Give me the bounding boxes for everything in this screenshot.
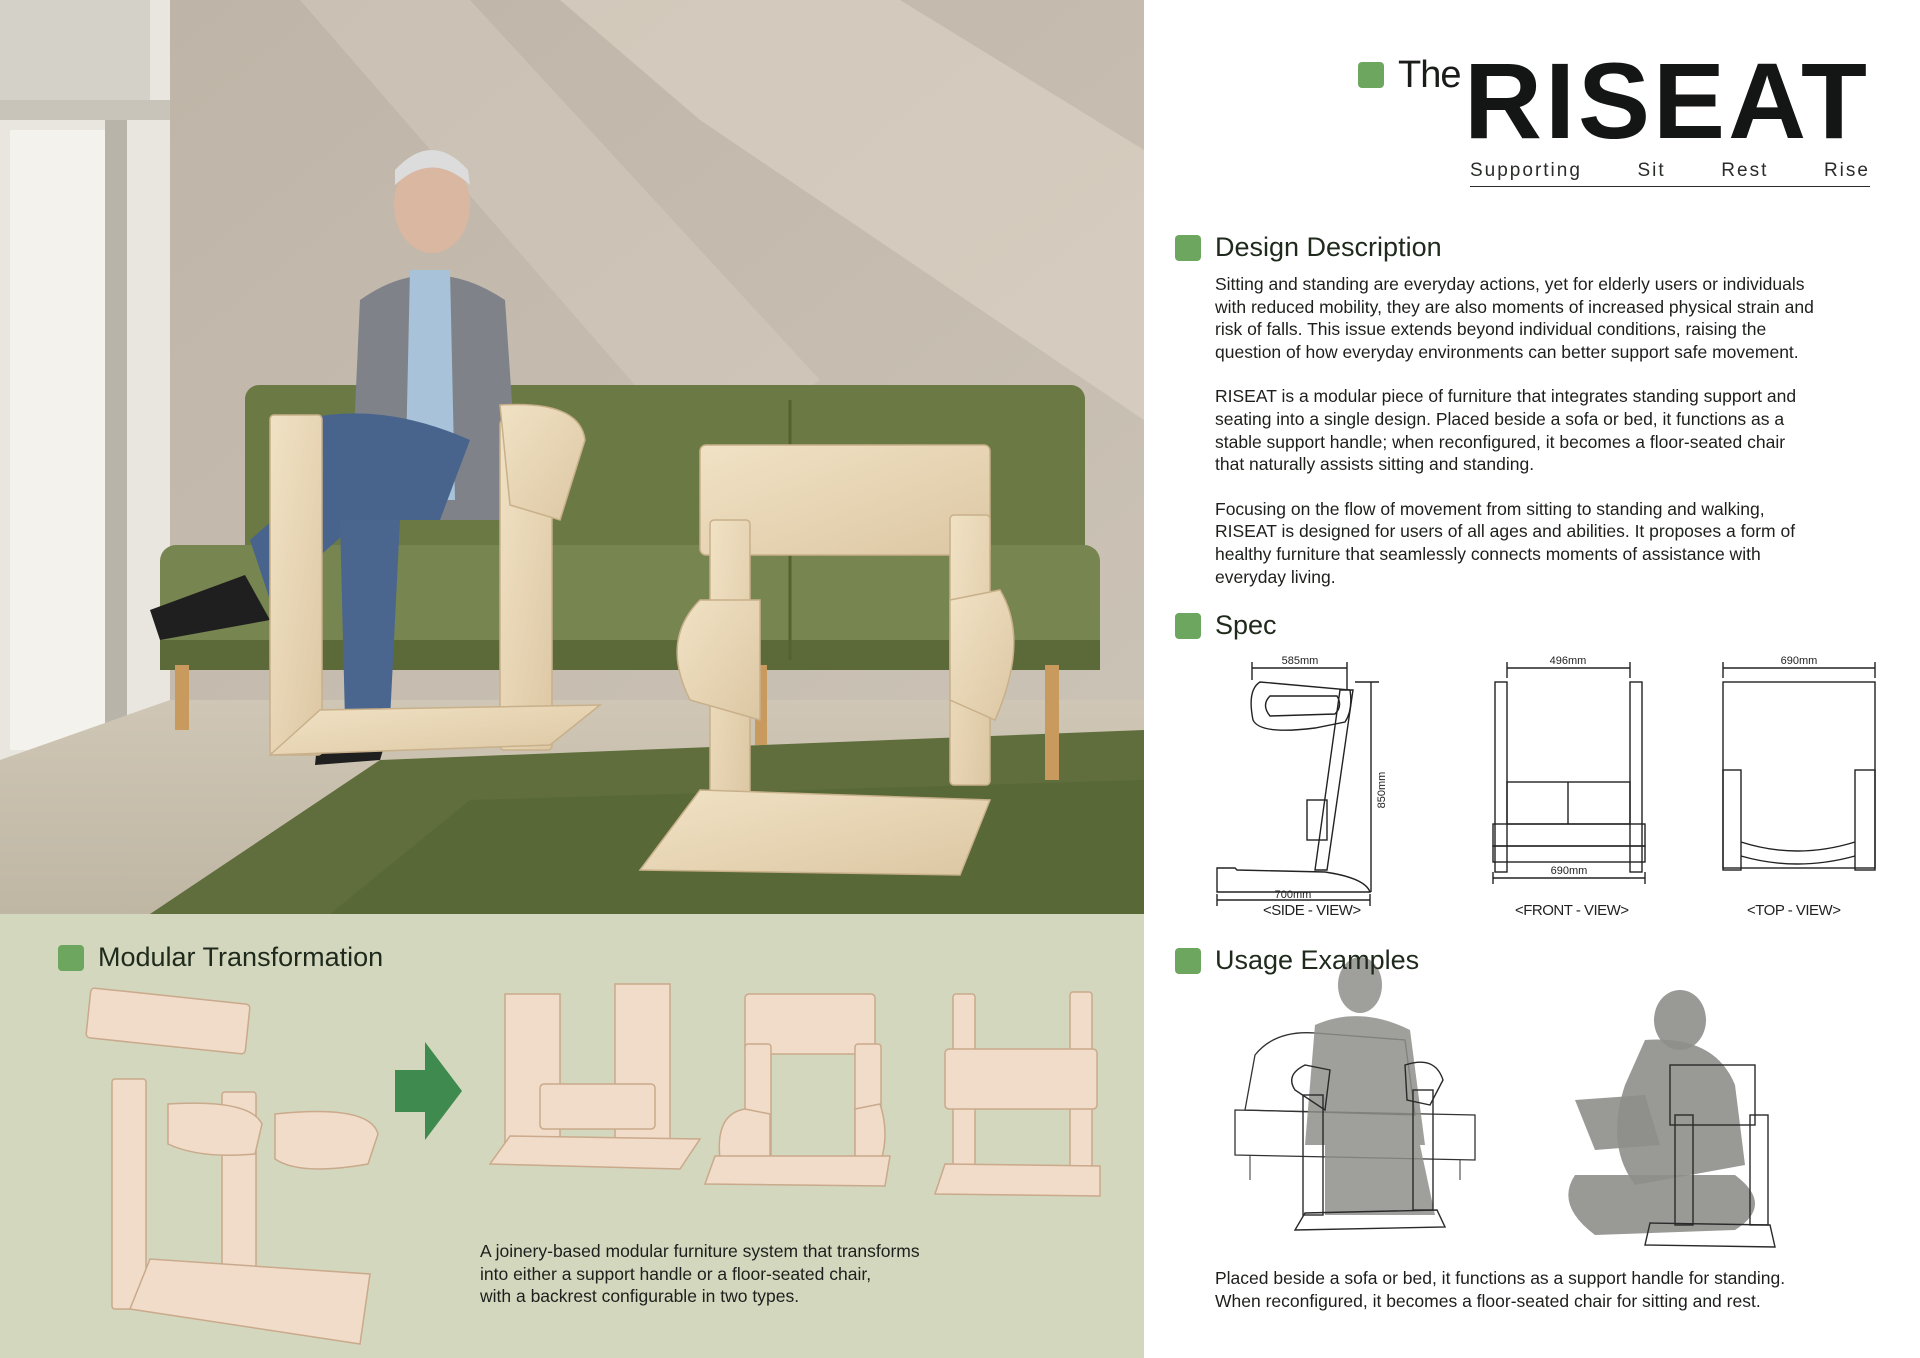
description-line: Focusing on the flow of movement from sitting to standing and walking,: [1215, 498, 1765, 519]
front-width-top-label: 496mm: [1549, 655, 1587, 667]
tagline-word: Rest: [1721, 160, 1769, 181]
usage-caption-line: When reconfigured, it becomes a floor-seated chair for sitting and rest.: [1215, 1290, 1761, 1311]
description-line: with reduced mobility, they are also moments of increased physical strain and: [1215, 296, 1814, 317]
brand-name: RISEAT: [1464, 40, 1871, 161]
section-bullet-icon: [1175, 235, 1201, 261]
spec-drawings: [1175, 610, 1895, 930]
description-paragraph: [1215, 385, 1895, 475]
usage-floor-example: [1568, 990, 1775, 1247]
section-bullet-icon: [1175, 613, 1201, 639]
modular-caption-line: into either a support handle or a floor-seated chair,: [480, 1263, 872, 1284]
brand-tagline: [1470, 160, 1870, 187]
top-view-drawing: [1723, 662, 1875, 870]
modular-header: [58, 942, 383, 973]
top-width-label: 690mm: [1780, 655, 1818, 667]
modular-transformation-section: [0, 914, 1144, 1358]
spec-title: Spec: [1215, 610, 1277, 640]
hero-scene-image: [0, 0, 1144, 914]
design-description-title: Design Description: [1215, 232, 1442, 262]
side-depth-top-label: 585mm: [1281, 655, 1319, 667]
description-line: Sitting and standing are everyday actions, yet for elderly users or individuals: [1215, 274, 1805, 294]
front-view-label: <FRONT - VIEW>: [1515, 902, 1629, 919]
side-view-drawing: [1217, 662, 1379, 906]
description-line: question of how everyday environments can better support safe movement.: [1215, 341, 1799, 362]
brand-prefix: The: [1398, 54, 1461, 96]
description-line: RISEAT is designed for users of all ages and abilities. It proposes a form of: [1215, 521, 1796, 542]
modular-caption-line: A joinery-based modular furniture system that transforms: [480, 1241, 920, 1261]
usage-examples-section: [1175, 945, 1895, 1345]
transform-arrow-icon: [395, 1042, 462, 1140]
front-width-base-label: 690mm: [1550, 865, 1588, 877]
tagline-word: Supporting: [1470, 160, 1582, 181]
top-view-label: <TOP - VIEW>: [1747, 902, 1841, 919]
front-view-drawing: [1493, 662, 1645, 884]
usage-title: Usage Examples: [1215, 945, 1420, 975]
tagline-word: Rise: [1823, 160, 1870, 181]
modular-caption-line: with a backrest configurable in two types.: [480, 1286, 800, 1306]
tagline-word: Sit: [1637, 160, 1666, 181]
description-line: RISEAT is a modular piece of furniture that integrates standing support and: [1215, 386, 1797, 407]
modular-title: Modular Transformation: [98, 942, 384, 972]
description-line: everyday living.: [1215, 566, 1336, 587]
spec-header: [1175, 610, 1277, 641]
usage-caption-line: Placed beside a sofa or bed, it functions as a support handle for standing.: [1215, 1268, 1786, 1288]
description-line: stable support handle; when reconfigured, it becomes a floor-seated chair: [1215, 431, 1786, 452]
description-line: risk of falls. This issue extends beyond individual conditions, raising the: [1215, 319, 1767, 340]
modular-caption: [480, 1240, 1080, 1308]
side-height-label: 850mm: [1376, 771, 1388, 809]
side-view-label: <SIDE - VIEW>: [1263, 902, 1361, 919]
brand-square-icon: [1358, 62, 1384, 88]
section-bullet-icon: [1175, 948, 1201, 974]
brand-lockup: [1356, 40, 1876, 200]
hero-render: [0, 0, 1144, 914]
description-line: that naturally assists sitting and standing.: [1215, 454, 1535, 475]
usage-header: [1175, 945, 1419, 976]
description-paragraph: [1215, 498, 1895, 588]
spec-section: [1175, 610, 1895, 930]
side-depth-base-label: 700mm: [1274, 889, 1312, 901]
design-description-header: [1175, 232, 1895, 263]
design-description-section: [1175, 232, 1895, 610]
usage-sofa-example: [1235, 957, 1475, 1230]
section-bullet-icon: [58, 945, 84, 971]
description-line: healthy furniture that seamlessly connects moments of assistance with: [1215, 543, 1761, 564]
usage-illustrations: [1175, 945, 1895, 1265]
usage-caption: [1215, 1267, 1785, 1312]
description-line: seating into a single design. Placed beside a sofa or bed, it functions as a: [1215, 408, 1785, 429]
description-paragraph: [1215, 273, 1895, 363]
